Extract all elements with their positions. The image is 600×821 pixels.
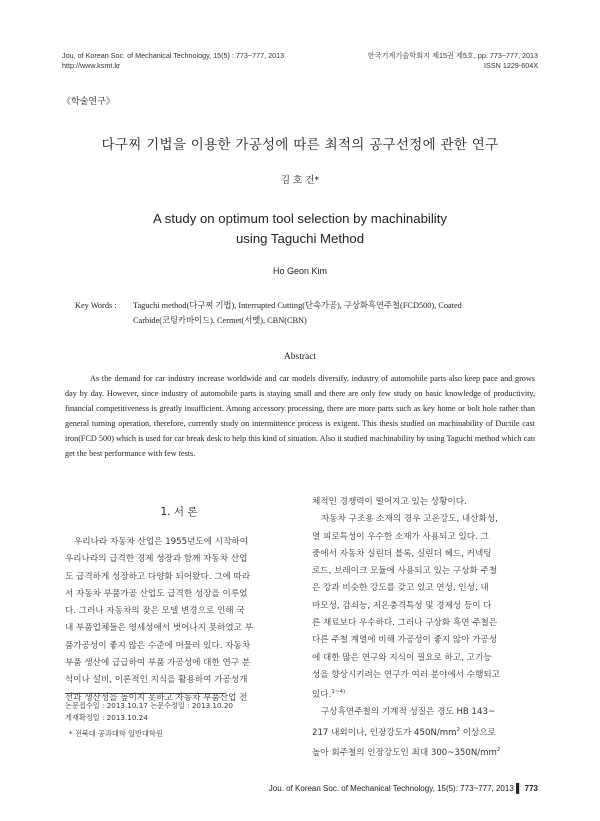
body-left-column — [65, 534, 293, 707]
body-line: 마모성, 감쇠능, 저온충격특성 및 경제성 등이 다 — [312, 600, 492, 611]
header-journal-url: http://www.ksmt.kr — [62, 61, 121, 70]
header-journal-citation-ko: 한국기계기술학회지 제15권 제5호, pp. 773~777, 2013 — [367, 51, 538, 60]
body-line: 다른 주철 계열에 비해 가공성이 좋지 않아 가공성 — [312, 635, 498, 646]
body-line: 부품 생산에 급급하여 부품 가공성에 대한 연구 분 — [65, 658, 251, 669]
body-line: 열 피로특성이 우수한 소재가 사용되고 있다. 그 — [312, 531, 489, 542]
abstract-heading: Abstract — [283, 352, 317, 362]
body-line: 우리나라 자동차 산업은 1955년도에 시작하여 — [74, 537, 248, 547]
body-line: 내 부품업체들은 영세성에서 벗어나지 못하였고 부 — [65, 623, 253, 634]
footnote-received: 논문접수일 : 2013.10.17 논문수정일 : 2013.10.20 — [65, 701, 234, 710]
unit-superscript: 2 — [496, 746, 501, 753]
header-journal-citation: Jou. of Korean Soc. of Mechanical Technology, 15(5) : 773~777, 2013 — [62, 51, 285, 60]
body-line — [312, 722, 538, 742]
body-line: 로드, 브레이크 모듈에 사용되고 있는 구상화 주철 — [312, 566, 498, 577]
body-line: 에 대한 많은 연구와 지식이 필요로 하고, 고기능 — [312, 652, 492, 663]
title-en-line2: using Taguchi Method — [235, 231, 365, 246]
body-line — [312, 742, 538, 762]
body-line: 석이나 설비, 이론적인 지식을 활용하여 가공성개 — [65, 675, 248, 686]
body-line: 다. 그러나 자동차의 잦은 모델 변경으로 인해 국 — [65, 606, 245, 617]
body-line-tail: 이상으로 — [460, 727, 496, 738]
body-line: 구상흑연주철의 기계적 성질은 경도 HB 143~ — [321, 707, 496, 718]
body-line: 성을 향상시키려는 연구가 여러 분야에서 수행되고 — [312, 669, 500, 680]
footer-separator: ▌ — [516, 783, 523, 793]
page-number: 773 — [524, 784, 538, 793]
body-line: 선과 생산성을 높이지 못하고 자동차 부품산업 전 — [65, 692, 248, 703]
body-line — [312, 684, 538, 704]
running-header-right — [368, 51, 538, 71]
footnote-affiliation: * 전북대 공과대학 일반대학원 — [69, 729, 163, 738]
unit-superscript: 2 — [456, 726, 461, 733]
footnote-accepted: 게재확정일 : 2013.10.24 — [65, 713, 148, 722]
body-line: 서 자동차 부품가공 산업도 급격한 성장을 이루었 — [65, 588, 248, 599]
section-tag: 《학술연구》 — [62, 97, 115, 107]
author-korean: 김 호 건* — [280, 175, 320, 186]
paper-title-english — [0, 209, 600, 249]
body-line: 체적인 경쟁력이 떨어지고 있는 상황이다. — [312, 497, 467, 507]
reference-superscript: 1~4) — [331, 689, 346, 696]
author-english: Ho Geon Kim — [272, 266, 328, 276]
running-footer — [269, 783, 538, 793]
section-heading-introduction: 1. 서 론 — [160, 506, 198, 518]
body-line-text: 217 내외이나, 인장강도가 450N/mm — [312, 727, 457, 738]
keywords-line2: Carbide(코팅카바이드), Cermet(서멧), CBN(CBN) — [133, 316, 307, 325]
title-en-line1: A study on optimum tool selection by machinability — [153, 211, 447, 226]
body-line-text: 높아 회주철의 인장강도인 최대 300~350N/mm — [312, 747, 497, 758]
abstract-text: As the demand for car industry increase worldwide and car models diversify, industry of automobile parts also keep pace and grows day by day. However, since industry of automobile parts is staying small and there are only few study on basic knowledge of productivity, financial competitiveness is greatly insufficient. Among accessory processing, there are more parts such as key home or bolt hole rather than general turning operation, therefore, currently study on intermittence process is exigent. This thesis studied on machinability of Ductile cast iron(FCD 500) which is used for car break desk to help this kind of situation. Also it studied machinability by using Taguchi method which can get the best performance with few tests. — [65, 374, 535, 458]
body-line: 품가공성이 좋지 않은 수준에 머물러 있다. 자동차 — [65, 640, 251, 651]
keywords-label: Key Words : — [75, 301, 117, 310]
keywords-line1: Taguchi method(다구찌 기법), Interrupted Cutting(단속가공), 구상화흑연주철(FCD500), Coated — [133, 301, 462, 310]
body-right-column — [312, 494, 538, 762]
body-line: 른 재료보다 우수하다. 그러나 구상화 흑연 주철은 — [312, 618, 498, 629]
body-line-text: 있다. — [312, 690, 332, 701]
footnote-divider — [65, 693, 225, 694]
body-line: 도 급격하게 성장하고 다양화 되어왔다. 그에 따라 — [65, 571, 251, 582]
keywords — [75, 298, 545, 328]
body-line: 자동차 구조용 소재의 경우 고온강도, 내산화성, — [321, 514, 498, 525]
body-line: 우리나라의 급격한 경제 성장과 함께 자동차 산업 — [65, 554, 248, 565]
footer-journal-citation: Jou. of Korean Soc. of Mechanical Technology, 15(5): 773~777, 2013 — [268, 784, 514, 793]
header-issn: ISSN 1229-604X — [484, 61, 538, 70]
running-header-left — [62, 51, 284, 71]
body-line: 은 강과 비슷한 강도를 갖고 있고 연성, 인성, 내 — [312, 583, 489, 594]
body-line: 중에서 자동차 실린더 블록, 실린더 헤드, 커넥팅 — [312, 548, 492, 559]
paper-title-korean: 다구찌 기법을 이용한 가공성에 따른 최적의 공구선정에 관한 연구 — [101, 137, 499, 153]
